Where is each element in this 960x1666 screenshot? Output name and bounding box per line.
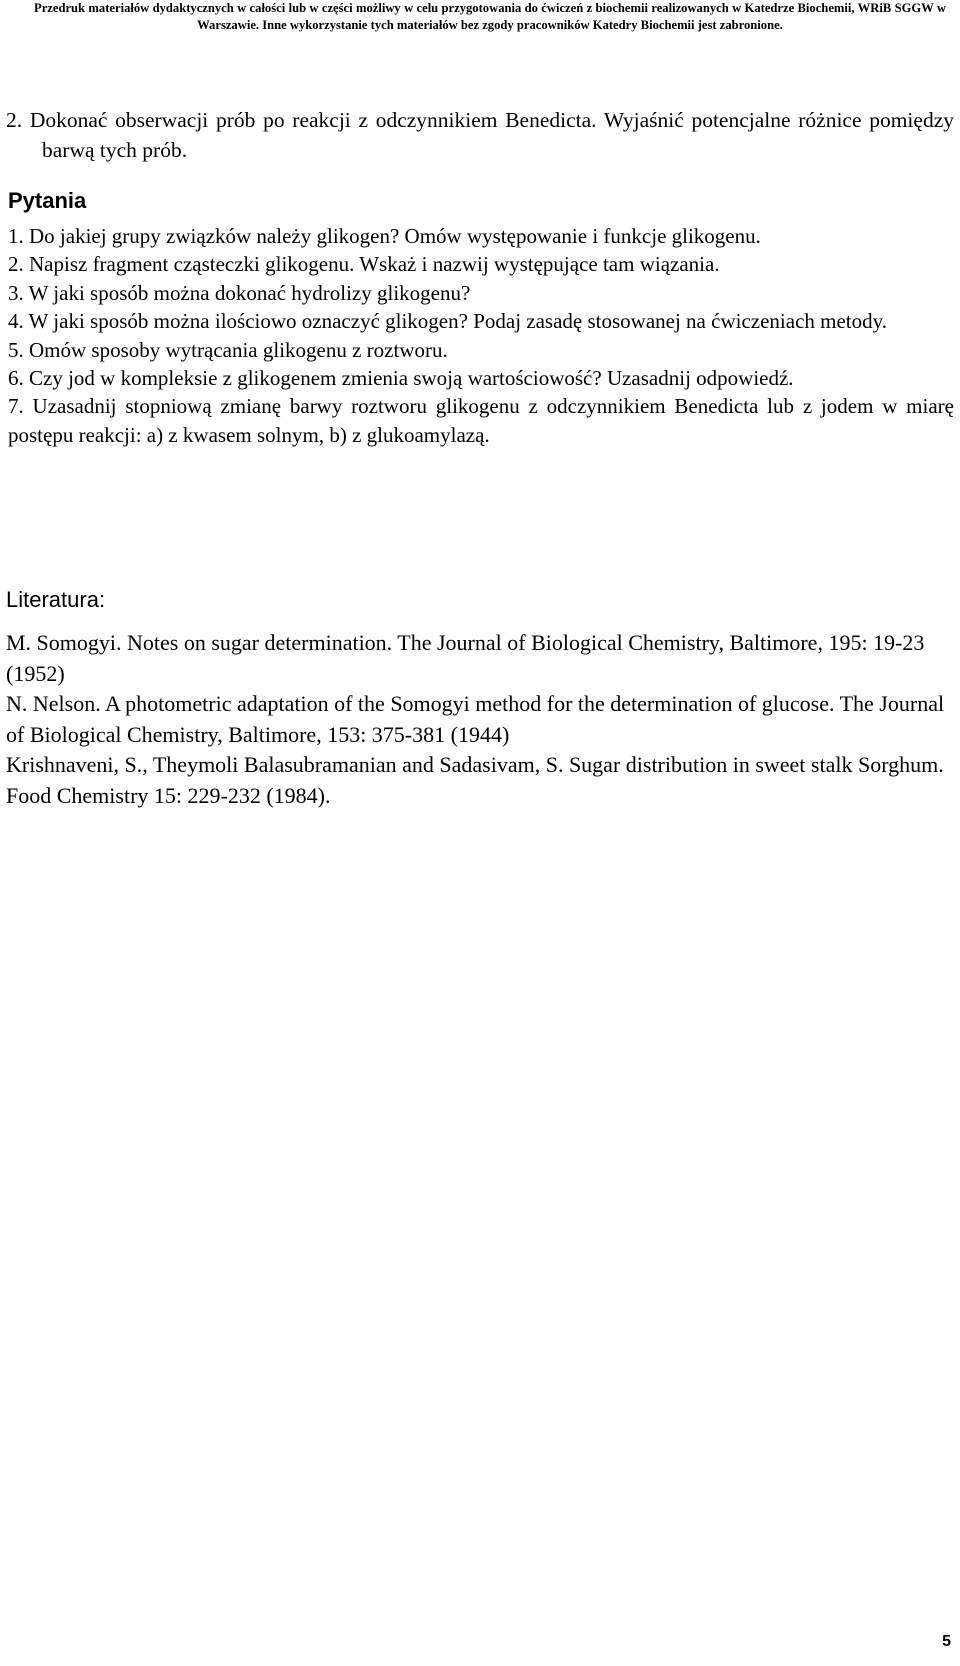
question-item: 6. Czy jod w kompleksie z glikogenem zmienia swoją wartościowość? Uzasadnij odpowiedź. [8, 366, 794, 391]
question-item: 4. W jaki sposób można ilościowo oznaczyć glikogen? Podaj zasadę stosowanej na ćwiczeniach metody. [8, 309, 888, 334]
item-number: 2. [6, 108, 23, 132]
reference-item: M. Somogyi. Notes on sugar determination. The Journal of Biological Chemistry, Baltimore, 195: 19-23 (1952) [6, 630, 925, 686]
question-item: 1. Do jakiej grupy związków należy glikogen? Omów występowanie i funkcje glikogenu. [8, 224, 761, 248]
question-item: 3. W jaki sposób można dokonać hydrolizy glikogenu? [8, 280, 471, 305]
page-number: 5 [942, 1633, 951, 1650]
literature-heading: Literatura: [6, 587, 106, 612]
question-item: 2. Napisz fragment cząsteczki glikogenu. Wskaż i nazwij występujące tam wiązania. [8, 252, 720, 277]
questions-heading: Pytania [8, 188, 87, 213]
question-item: 7. Uzasadnij stopniową zmianę barwy roztworu glikogenu z odczynnikiem Benedicta lub z jodem w miarę postępu reakcji: a) z kwasem solnym, b) z glukoamylazą. [8, 394, 954, 447]
question-item: 5. Omów sposoby wytrącania glikogenu z roztworu. [8, 337, 448, 362]
questions-list [8, 222, 954, 449]
item-text: Dokonać obserwacji prób po reakcji z odczynnikiem Benedicta. Wyjaśnić potencjalne różnice pomiędzy barwą tych prób. [29, 108, 954, 162]
copyright-notice: Przedruk materiałów dydaktycznych w całości lub w części możliwy w celu przygotowania do ćwiczeń z biochemii realizowanych w Katedrze Biochemii, WRiB SGGW w Warszawie. Inne wykorzystanie tych materiałów bez zgody pracowników Katedry Biochemii jest zabronione. [34, 1, 946, 32]
references-list [6, 628, 946, 811]
reference-item: Krishnaveni, S., Theymoli Balasubramanian and Sadasivam, S. Sugar distribution in sweet stalk Sorghum. Food Chemistry 15: 229-232 (1984). [6, 752, 944, 808]
experiment-item-2 [6, 105, 954, 165]
reference-item: N. Nelson. A photometric adaptation of the Somogyi method for the determination of glucose. The Journal of Biological Chemistry, Baltimore, 153: 375-381 (1944) [6, 691, 945, 747]
